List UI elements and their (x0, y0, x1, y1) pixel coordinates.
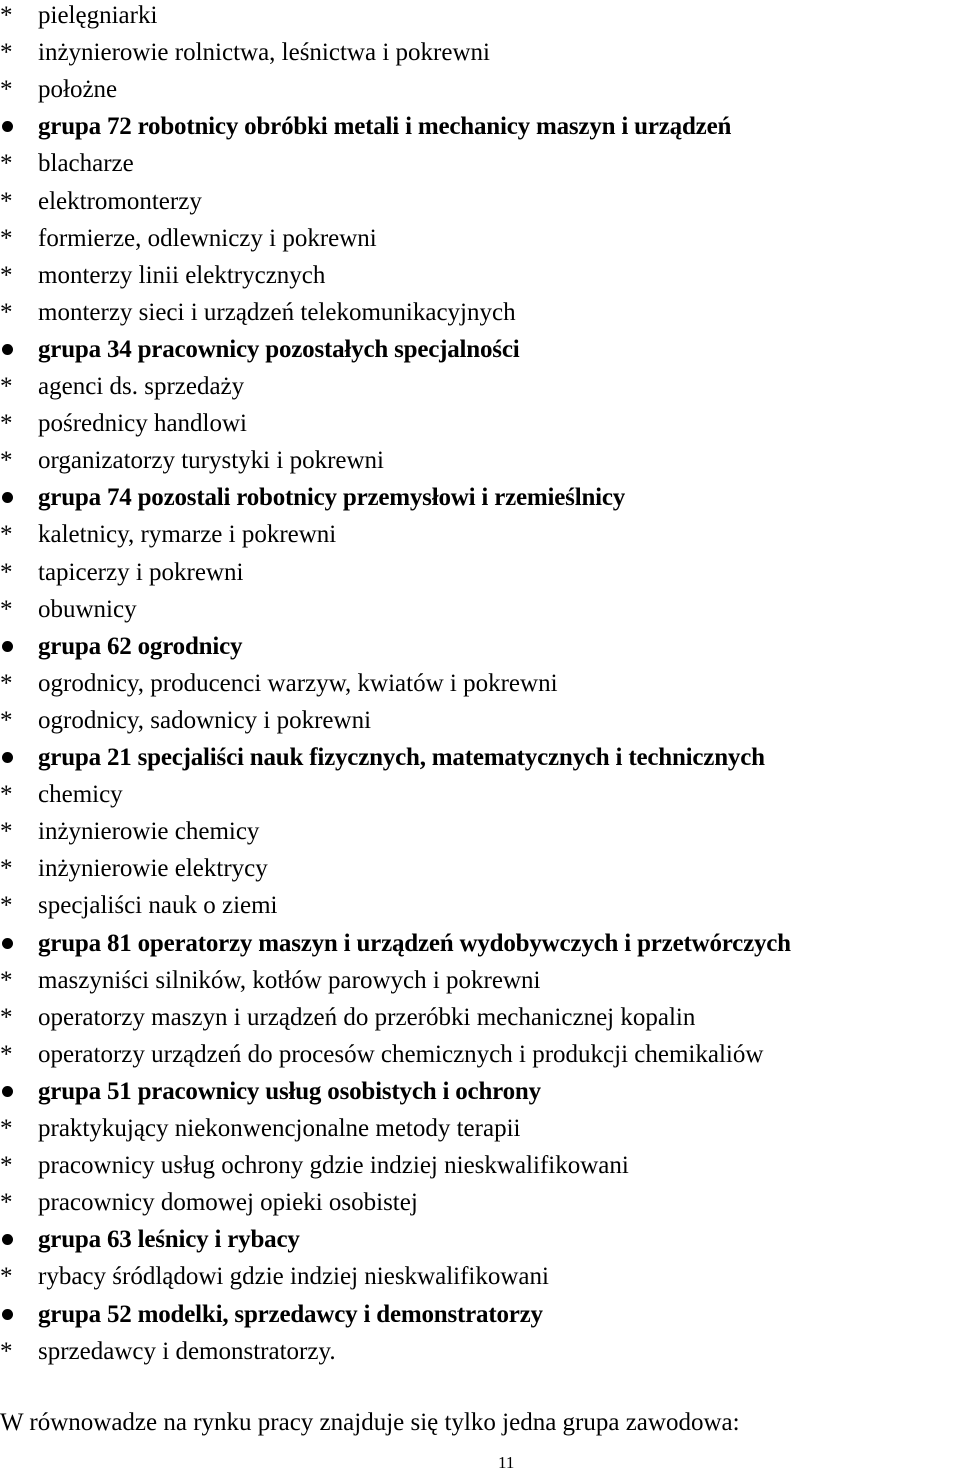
item-label: elektromonterzy (38, 187, 202, 215)
list-item (0, 702, 960, 739)
bullet-dot-icon (2, 492, 13, 503)
asterisk-icon: * (0, 781, 13, 809)
bullet-dot-icon (2, 1086, 13, 1097)
item-label: operatorzy urządzeń do procesów chemicznych i produkcji chemikaliów (38, 1040, 764, 1068)
group-heading (0, 925, 960, 962)
asterisk-icon: * (0, 855, 13, 883)
item-label: sprzedawcy i demonstratorzy. (38, 1337, 336, 1365)
asterisk-icon: * (0, 1263, 13, 1291)
list-item (0, 71, 960, 108)
list-item (0, 294, 960, 331)
asterisk-icon: * (0, 558, 13, 586)
item-label: inżynierowie chemicy (38, 818, 260, 846)
item-label: pracownicy usług ochrony gdzie indziej nieskwalifikowani (38, 1152, 629, 1180)
group-title: grupa 63 leśnicy i rybacy (38, 1226, 300, 1254)
bullet-dot-icon (2, 344, 13, 355)
asterisk-icon: * (0, 410, 13, 438)
asterisk-icon: * (0, 2, 13, 29)
bullet-dot-icon (2, 1234, 13, 1245)
asterisk-icon: * (0, 892, 13, 920)
group-heading (0, 108, 960, 145)
list-item (0, 1184, 960, 1221)
item-label: tapicerzy i pokrewni (38, 558, 244, 586)
asterisk-icon: * (0, 187, 13, 215)
list-item (0, 776, 960, 813)
group-title: grupa 34 pracownicy pozostałych specjalności (38, 335, 520, 363)
asterisk-icon: * (0, 521, 13, 549)
group-heading (0, 1221, 960, 1258)
list-item (0, 442, 960, 479)
list-item (0, 257, 960, 294)
item-label: położne (38, 76, 118, 104)
asterisk-icon: * (0, 669, 13, 697)
list-item (0, 183, 960, 220)
item-label: blacharze (38, 150, 134, 178)
item-label: maszyniści silników, kotłów parowych i pokrewni (38, 966, 541, 994)
item-label: pielęgniarki (38, 2, 158, 29)
group-title: grupa 72 robotnicy obróbki metali i mechanicy maszyn i urządzeń (38, 113, 732, 141)
item-label: praktykujący niekonwencjonalne metody terapii (38, 1115, 521, 1142)
item-label: ogrodnicy, producenci warzyw, kwiatów i pokrewni (38, 669, 558, 697)
group-heading (0, 739, 960, 776)
list-item (0, 1110, 960, 1147)
page-number: 11 (498, 1453, 515, 1472)
item-label: chemicy (38, 781, 123, 809)
item-label: operatorzy maszyn i urządzeń do przeróbki mechanicznej kopalin (38, 1003, 696, 1031)
asterisk-icon: * (0, 1115, 13, 1142)
asterisk-icon: * (0, 1003, 13, 1031)
asterisk-icon: * (0, 818, 13, 846)
bullet-dot-icon (2, 1309, 13, 1320)
item-label: specjaliści nauk o ziemi (38, 892, 278, 920)
bullet-dot-icon (2, 752, 13, 763)
list-item (0, 999, 960, 1036)
bullet-dot-icon (2, 121, 13, 132)
asterisk-icon: * (0, 298, 13, 326)
item-label: agenci ds. sprzedaży (38, 373, 245, 400)
list-item (0, 1147, 960, 1184)
asterisk-icon: * (0, 595, 13, 623)
item-label: formierze, odlewniczy i pokrewni (38, 224, 377, 252)
list-item (0, 1258, 960, 1295)
list-item (0, 850, 960, 887)
group-heading (0, 331, 960, 368)
list-item (0, 34, 960, 71)
list-item (0, 887, 960, 924)
group-heading (0, 1073, 960, 1110)
item-label: ogrodnicy, sadownicy i pokrewni (38, 706, 372, 734)
item-label: inżynierowie rolnictwa, leśnictwa i pokrewni (38, 39, 490, 67)
list-item (0, 962, 960, 999)
asterisk-icon: * (0, 39, 13, 67)
list-item (0, 813, 960, 850)
list-item (0, 665, 960, 702)
asterisk-icon: * (0, 1337, 13, 1365)
list-item (0, 516, 960, 553)
asterisk-icon: * (0, 966, 13, 994)
list-item (0, 591, 960, 628)
group-title: grupa 52 modelki, sprzedawcy i demonstratorzy (38, 1300, 543, 1328)
list-item (0, 145, 960, 182)
item-label: monterzy linii elektrycznych (38, 261, 326, 289)
group-title: grupa 51 pracownicy usług osobistych i ochrony (38, 1077, 541, 1105)
item-label: monterzy sieci i urządzeń telekomunikacyjnych (38, 298, 516, 326)
group-title: grupa 21 specjaliści nauk fizycznych, matematycznych i technicznych (38, 744, 765, 771)
asterisk-icon: * (0, 1152, 13, 1180)
list-item (0, 554, 960, 591)
group-heading (0, 479, 960, 516)
item-label: obuwnicy (38, 595, 137, 623)
list-item (0, 0, 960, 34)
group-title: grupa 81 operatorzy maszyn i urządzeń wydobywczych i przetwórczych (38, 929, 791, 957)
group-heading (0, 1296, 960, 1333)
item-label: organizatorzy turystyki i pokrewni (38, 447, 384, 475)
asterisk-icon: * (0, 447, 13, 475)
bullet-dot-icon (2, 938, 13, 949)
asterisk-icon: * (0, 706, 13, 734)
bullet-dot-icon (2, 641, 13, 652)
group-title: grupa 74 pozostali robotnicy przemysłowi i rzemieślnicy (38, 484, 626, 512)
list-item (0, 405, 960, 442)
list-item (0, 368, 960, 405)
group-heading (0, 628, 960, 665)
asterisk-icon: * (0, 261, 13, 289)
asterisk-icon: * (0, 373, 13, 400)
list-item (0, 1036, 960, 1073)
list-item (0, 220, 960, 257)
item-label: rybacy śródlądowi gdzie indziej nieskwalifikowani (38, 1263, 549, 1291)
asterisk-icon: * (0, 224, 13, 252)
item-label: pracownicy domowej opieki osobistej (38, 1189, 418, 1217)
asterisk-icon: * (0, 76, 13, 104)
item-label: inżynierowie elektrycy (38, 855, 268, 883)
item-label: kaletnicy, rymarze i pokrewni (38, 521, 337, 549)
asterisk-icon: * (0, 1189, 13, 1217)
group-title: grupa 62 ogrodnicy (38, 632, 243, 660)
summary-sentence: W równowadze na rynku pracy znajduje się tylko jedna grupa zawodowa: (0, 1409, 740, 1436)
asterisk-icon: * (0, 1040, 13, 1068)
item-label: pośrednicy handlowi (38, 410, 247, 438)
asterisk-icon: * (0, 150, 13, 178)
list-item (0, 1333, 960, 1370)
